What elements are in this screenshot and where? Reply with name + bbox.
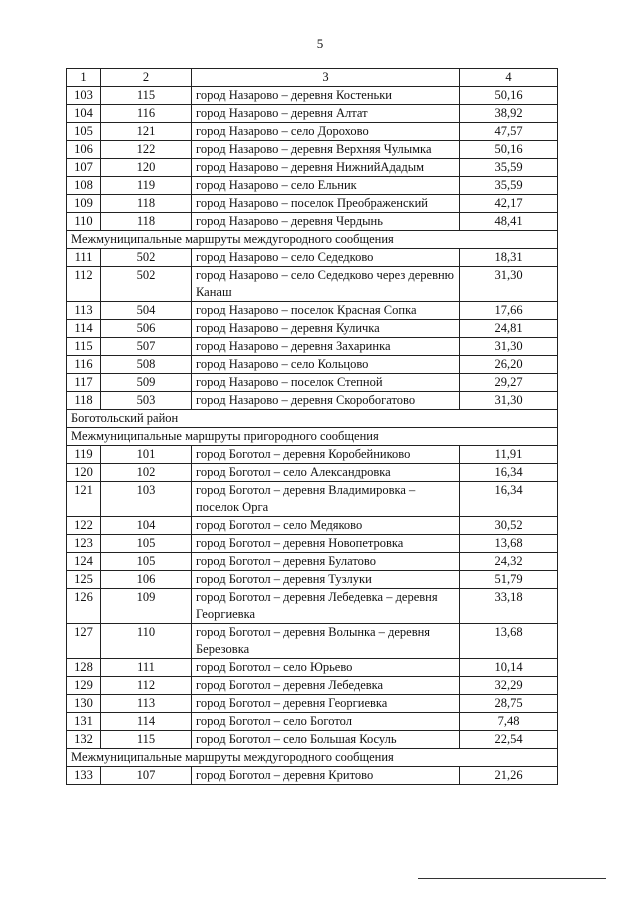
route-name-cell: город Боготол – деревня Критово — [192, 767, 460, 785]
row-number-cell: 120 — [67, 464, 101, 482]
route-name-cell: город Назарово – поселок Красная Сопка — [192, 302, 460, 320]
distance-cell: 21,26 — [460, 767, 558, 785]
page-number: 5 — [316, 36, 324, 51]
row-number-cell: 130 — [67, 695, 101, 713]
table-row — [67, 374, 558, 392]
table-row — [67, 213, 558, 231]
route-name-cell: город Боготол – деревня Коробейниково — [192, 446, 460, 464]
route-name-cell: город Назарово – село Седедково через деревню Канаш — [192, 267, 460, 302]
table-row — [67, 195, 558, 213]
row-number-cell: 117 — [67, 374, 101, 392]
route-name-cell: город Назарово – село Седедково — [192, 249, 460, 267]
row-number-cell: 112 — [67, 267, 101, 302]
route-name-cell: город Боготол – село Юрьево — [192, 659, 460, 677]
route-name-cell: город Боготол – деревня Булатово — [192, 553, 460, 571]
route-number-cell: 118 — [101, 213, 192, 231]
route-name-cell: город Назарово – деревня Захаринка — [192, 338, 460, 356]
row-number-cell: 115 — [67, 338, 101, 356]
distance-cell: 29,27 — [460, 374, 558, 392]
row-number-cell: 125 — [67, 571, 101, 589]
section-heading: Боготольский район — [67, 410, 558, 428]
distance-cell: 13,68 — [460, 535, 558, 553]
row-number-cell: 110 — [67, 213, 101, 231]
distance-cell: 42,17 — [460, 195, 558, 213]
route-name-cell: город Боготол – деревня Новопетровка — [192, 535, 460, 553]
table-row — [67, 695, 558, 713]
route-name-cell: город Назарово – деревня Куличка — [192, 320, 460, 338]
route-number-cell: 112 — [101, 677, 192, 695]
row-number-cell: 118 — [67, 392, 101, 410]
table-row — [67, 713, 558, 731]
row-number-cell: 103 — [67, 87, 101, 105]
route-name-cell: город Боготол – село Большая Косуль — [192, 731, 460, 749]
distance-cell: 10,14 — [460, 659, 558, 677]
section-heading: Межмуниципальные маршруты междугородного сообщения — [67, 231, 558, 249]
row-number-cell: 132 — [67, 731, 101, 749]
column-header: 3 — [192, 69, 460, 87]
distance-cell: 24,81 — [460, 320, 558, 338]
route-name-cell: город Назарово – деревня Алтат — [192, 105, 460, 123]
table-row — [67, 659, 558, 677]
route-name-cell: город Боготол – деревня Георгиевка — [192, 695, 460, 713]
route-number-cell: 508 — [101, 356, 192, 374]
distance-cell: 11,91 — [460, 446, 558, 464]
distance-cell: 13,68 — [460, 624, 558, 659]
route-number-cell: 115 — [101, 87, 192, 105]
table-row — [67, 177, 558, 195]
route-number-cell: 502 — [101, 267, 192, 302]
section-heading-row — [67, 410, 558, 428]
distance-cell: 28,75 — [460, 695, 558, 713]
route-name-cell: город Назарово – деревня Костеньки — [192, 87, 460, 105]
distance-cell: 35,59 — [460, 177, 558, 195]
distance-cell: 22,54 — [460, 731, 558, 749]
row-number-cell: 105 — [67, 123, 101, 141]
table-row — [67, 356, 558, 374]
column-header: 4 — [460, 69, 558, 87]
table-row — [67, 87, 558, 105]
route-number-cell: 111 — [101, 659, 192, 677]
route-number-cell: 502 — [101, 249, 192, 267]
route-number-cell: 503 — [101, 392, 192, 410]
row-number-cell: 123 — [67, 535, 101, 553]
distance-cell: 47,57 — [460, 123, 558, 141]
table-row — [67, 553, 558, 571]
row-number-cell: 108 — [67, 177, 101, 195]
row-number-cell: 124 — [67, 553, 101, 571]
route-number-cell: 507 — [101, 338, 192, 356]
table-row — [67, 482, 558, 517]
distance-cell: 24,32 — [460, 553, 558, 571]
route-number-cell: 118 — [101, 195, 192, 213]
route-number-cell: 504 — [101, 302, 192, 320]
route-name-cell: город Назарово – деревня Верхняя Чулымка — [192, 141, 460, 159]
table-row — [67, 267, 558, 302]
row-number-cell: 129 — [67, 677, 101, 695]
row-number-cell: 131 — [67, 713, 101, 731]
distance-cell: 48,41 — [460, 213, 558, 231]
route-name-cell: город Назарово – село Дорохово — [192, 123, 460, 141]
route-number-cell: 109 — [101, 589, 192, 624]
table-row — [67, 320, 558, 338]
row-number-cell: 107 — [67, 159, 101, 177]
route-name-cell: город Боготол – село Боготол — [192, 713, 460, 731]
section-heading-row — [67, 749, 558, 767]
distance-cell: 31,30 — [460, 267, 558, 302]
section-heading: Межмуниципальные маршруты междугородного сообщения — [67, 749, 558, 767]
distance-cell: 51,79 — [460, 571, 558, 589]
route-number-cell: 103 — [101, 482, 192, 517]
distance-cell: 17,66 — [460, 302, 558, 320]
route-name-cell: город Назарово – деревня Скоробогатово — [192, 392, 460, 410]
route-number-cell: 102 — [101, 464, 192, 482]
route-name-cell: город Назарово – деревня Чердынь — [192, 213, 460, 231]
section-heading: Межмуниципальные маршруты пригородного сообщения — [67, 428, 558, 446]
table-row — [67, 677, 558, 695]
route-number-cell: 107 — [101, 767, 192, 785]
row-number-cell: 106 — [67, 141, 101, 159]
table-row — [67, 302, 558, 320]
route-name-cell: город Боготол – деревня Лебедевка — [192, 677, 460, 695]
route-number-cell: 113 — [101, 695, 192, 713]
table-header-row — [67, 69, 558, 87]
route-name-cell: город Боготол – деревня Волынка – деревня Березовка — [192, 624, 460, 659]
table-row — [67, 535, 558, 553]
distance-cell: 7,48 — [460, 713, 558, 731]
route-number-cell: 115 — [101, 731, 192, 749]
section-heading-row — [67, 231, 558, 249]
distance-cell: 30,52 — [460, 517, 558, 535]
table-row — [67, 624, 558, 659]
row-number-cell: 119 — [67, 446, 101, 464]
route-number-cell: 116 — [101, 105, 192, 123]
distance-cell: 50,16 — [460, 87, 558, 105]
route-name-cell: город Назарово – село Ельник — [192, 177, 460, 195]
distance-cell: 26,20 — [460, 356, 558, 374]
table-row — [67, 767, 558, 785]
table-row — [67, 392, 558, 410]
signature-line — [418, 878, 606, 879]
table-row — [67, 249, 558, 267]
row-number-cell: 114 — [67, 320, 101, 338]
row-number-cell: 113 — [67, 302, 101, 320]
distance-cell: 50,16 — [460, 141, 558, 159]
distance-cell: 38,92 — [460, 105, 558, 123]
distance-cell: 16,34 — [460, 464, 558, 482]
route-name-cell: город Назарово – поселок Преображенский — [192, 195, 460, 213]
route-number-cell: 506 — [101, 320, 192, 338]
route-number-cell: 105 — [101, 535, 192, 553]
table-row — [67, 571, 558, 589]
row-number-cell: 121 — [67, 482, 101, 517]
distance-cell: 18,31 — [460, 249, 558, 267]
row-number-cell: 111 — [67, 249, 101, 267]
route-number-cell: 120 — [101, 159, 192, 177]
route-number-cell: 101 — [101, 446, 192, 464]
routes-table — [66, 68, 558, 785]
distance-cell: 35,59 — [460, 159, 558, 177]
row-number-cell: 104 — [67, 105, 101, 123]
distance-cell: 31,30 — [460, 338, 558, 356]
route-number-cell: 119 — [101, 177, 192, 195]
row-number-cell: 116 — [67, 356, 101, 374]
route-name-cell: город Боготол – деревня Лебедевка – деревня Георгиевка — [192, 589, 460, 624]
row-number-cell: 127 — [67, 624, 101, 659]
route-name-cell: город Боготол – деревня Тузлуки — [192, 571, 460, 589]
row-number-cell: 109 — [67, 195, 101, 213]
row-number-cell: 133 — [67, 767, 101, 785]
route-number-cell: 114 — [101, 713, 192, 731]
section-heading-row — [67, 428, 558, 446]
distance-cell: 31,30 — [460, 392, 558, 410]
table-row — [67, 159, 558, 177]
route-name-cell: город Назарово – поселок Степной — [192, 374, 460, 392]
distance-cell: 16,34 — [460, 482, 558, 517]
route-name-cell: город Боготол – село Александровка — [192, 464, 460, 482]
table-row — [67, 446, 558, 464]
route-name-cell: город Назарово – село Кольцово — [192, 356, 460, 374]
table-row — [67, 731, 558, 749]
table-row — [67, 589, 558, 624]
row-number-cell: 126 — [67, 589, 101, 624]
route-name-cell: город Боготол – деревня Владимировка – поселок Орга — [192, 482, 460, 517]
distance-cell: 32,29 — [460, 677, 558, 695]
column-header: 1 — [67, 69, 101, 87]
route-number-cell: 104 — [101, 517, 192, 535]
column-header: 2 — [101, 69, 192, 87]
table-row — [67, 105, 558, 123]
route-name-cell: город Назарово – деревня НижнийАдадым — [192, 159, 460, 177]
table-row — [67, 517, 558, 535]
route-number-cell: 122 — [101, 141, 192, 159]
row-number-cell: 122 — [67, 517, 101, 535]
route-number-cell: 509 — [101, 374, 192, 392]
table-row — [67, 338, 558, 356]
distance-cell: 33,18 — [460, 589, 558, 624]
route-name-cell: город Боготол – село Медяково — [192, 517, 460, 535]
row-number-cell: 128 — [67, 659, 101, 677]
route-number-cell: 110 — [101, 624, 192, 659]
route-number-cell: 106 — [101, 571, 192, 589]
table-row — [67, 123, 558, 141]
route-number-cell: 105 — [101, 553, 192, 571]
table-row — [67, 141, 558, 159]
route-number-cell: 121 — [101, 123, 192, 141]
table-row — [67, 464, 558, 482]
